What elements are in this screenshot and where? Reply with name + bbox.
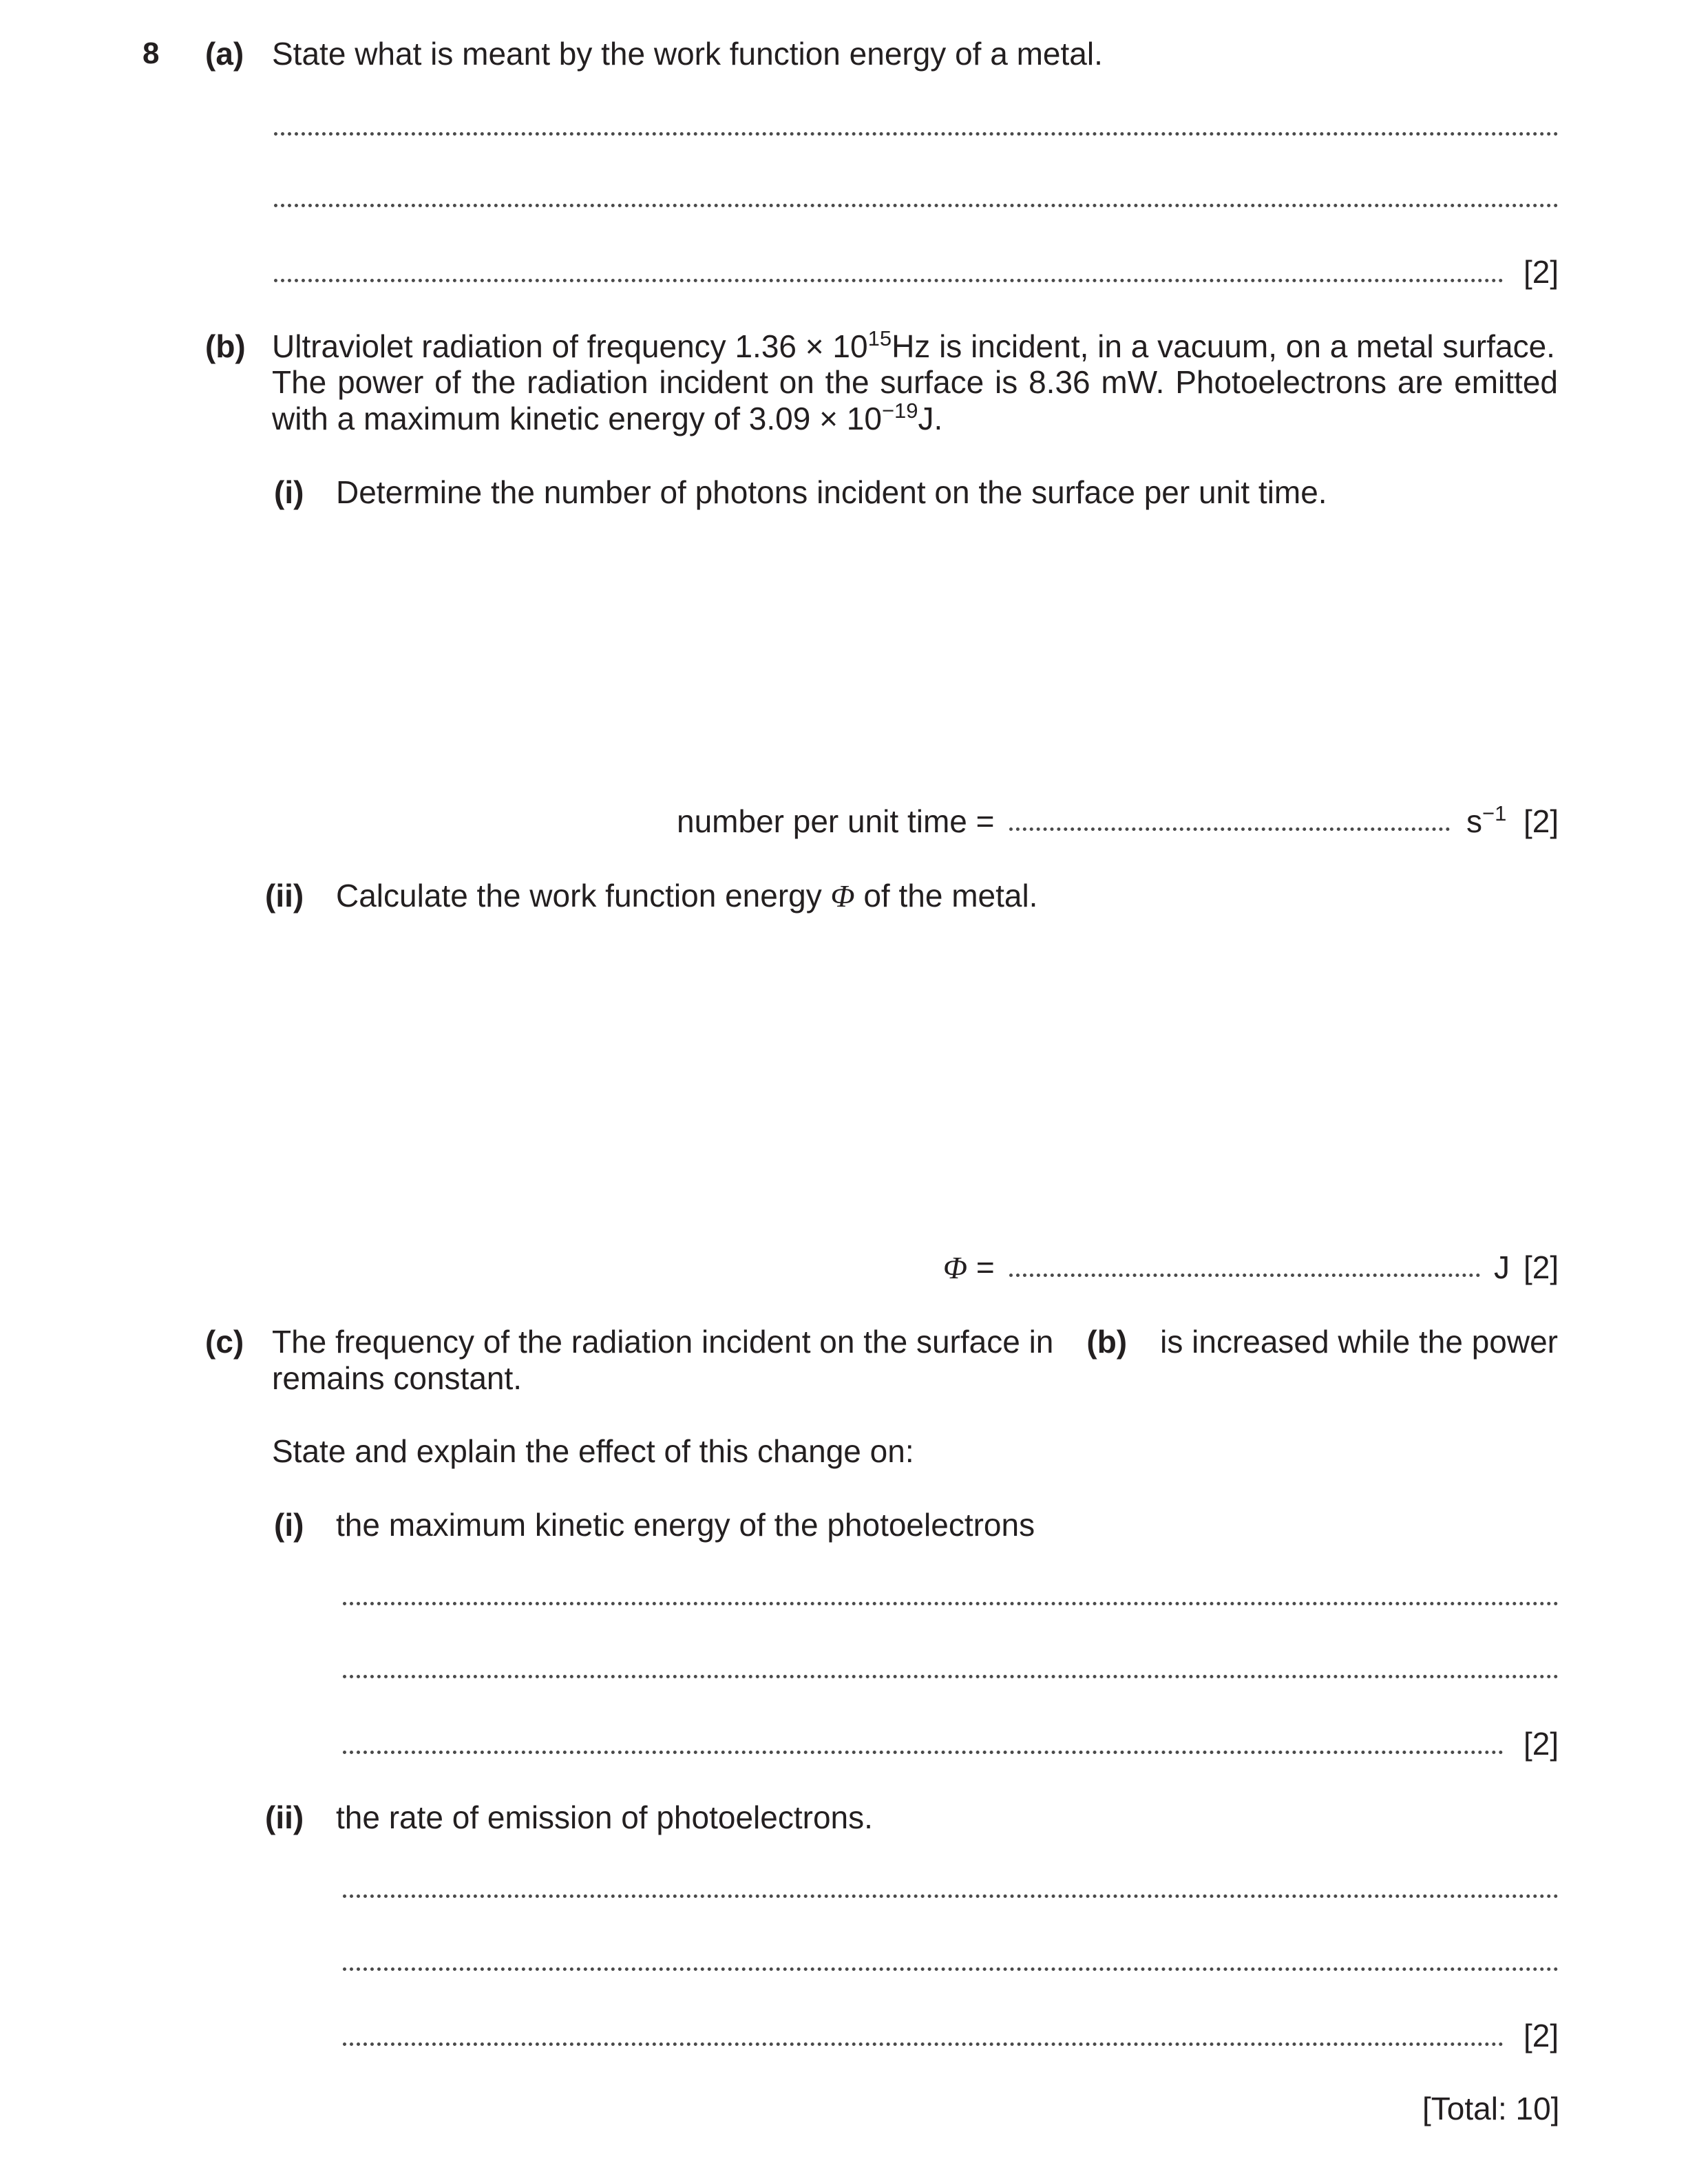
question-total-marks: [Total: 10] bbox=[1422, 2091, 1560, 2126]
part-c-i-marks: [2] bbox=[1524, 1726, 1559, 1762]
part-b-line-1-end: Hz is incident, in a vacuum, on a metal surface. bbox=[892, 328, 1555, 364]
part-c-line-1 bbox=[272, 1326, 1558, 1358]
part-b-line-3-start: with a maximum kinetic energy of 3.09 × 10 bbox=[272, 401, 882, 436]
part-a-marks: [2] bbox=[1524, 254, 1559, 290]
question-number: 8 bbox=[143, 36, 160, 70]
work-function-symbol: Φ bbox=[830, 878, 855, 913]
part-b-i-marks: [2] bbox=[1524, 803, 1559, 839]
part-c-i-question: the maximum kinetic energy of the photoelectrons bbox=[336, 1507, 1035, 1543]
part-a-question: State what is meant by the work function energy of a metal. bbox=[272, 36, 1103, 72]
answer-field-number-per-unit-time[interactable] bbox=[1009, 827, 1450, 831]
part-b-ii-marks: [2] bbox=[1524, 1249, 1559, 1285]
answer-line-c-i-2[interactable] bbox=[343, 1675, 1559, 1678]
part-b-i-question: Determine the number of photons incident on the surface per unit time. bbox=[336, 474, 1327, 510]
part-b-line-2: The power of the radiation incident on the surface is 8.36 mW. Photoelectrons are emitted bbox=[272, 364, 1558, 400]
part-b-line-1 bbox=[272, 326, 1555, 364]
answer-line-a-2[interactable] bbox=[274, 204, 1559, 207]
unit-per-second-base: s bbox=[1466, 803, 1482, 839]
unit-per-second bbox=[1466, 801, 1507, 839]
part-b-line-3 bbox=[272, 399, 943, 436]
part-a-label: (a) bbox=[205, 36, 244, 72]
answer-line-a-3[interactable] bbox=[274, 279, 1504, 282]
unit-joule: J bbox=[1494, 1249, 1510, 1285]
part-c-ii-marks: [2] bbox=[1524, 2018, 1559, 2053]
answer-line-c-i-3[interactable] bbox=[343, 1751, 1504, 1754]
answer-work-function-symbol: Φ bbox=[943, 1250, 968, 1285]
part-c-instruction: State and explain the effect of this change on: bbox=[272, 1433, 914, 1469]
part-c-line-2: remains constant. bbox=[272, 1360, 523, 1396]
part-b-i-label: (i) bbox=[274, 474, 304, 510]
part-b-line-1-start: Ultraviolet radiation of frequency 1.36 × 10 bbox=[272, 328, 868, 364]
part-b-ii-question bbox=[336, 880, 1037, 912]
answer-field-work-function[interactable] bbox=[1009, 1274, 1480, 1277]
answer-line-a-1[interactable] bbox=[274, 132, 1559, 136]
energy-exponent: −19 bbox=[881, 399, 918, 423]
answer-label-number-per-unit-time: number per unit time = bbox=[677, 803, 995, 839]
part-c-i-label: (i) bbox=[274, 1507, 304, 1543]
answer-line-c-i-1[interactable] bbox=[343, 1602, 1559, 1605]
part-c-ii-label: (ii) bbox=[265, 1799, 304, 1835]
part-c-label: (c) bbox=[205, 1324, 244, 1360]
part-c-line-1-end: is increased while the power bbox=[1160, 1324, 1558, 1360]
frequency-exponent: 15 bbox=[867, 326, 892, 350]
part-b-ii-label: (ii) bbox=[265, 878, 304, 913]
part-b-label: (b) bbox=[205, 328, 246, 364]
unit-per-second-exponent: −1 bbox=[1482, 801, 1507, 825]
answer-equals-sign: = bbox=[976, 1249, 995, 1285]
part-c-reference-b: (b) bbox=[1086, 1324, 1128, 1360]
answer-line-c-ii-2[interactable] bbox=[343, 1967, 1559, 1971]
answer-line-c-ii-1[interactable] bbox=[343, 1894, 1559, 1898]
part-c-ii-question: the rate of emission of photoelectrons. bbox=[336, 1799, 873, 1835]
part-c-line-1-start: The frequency of the radiation incident on the surface in bbox=[272, 1324, 1054, 1360]
part-b-line-3-end: J. bbox=[918, 401, 943, 436]
part-b-ii-question-start: Calculate the work function energy bbox=[336, 878, 822, 913]
part-b-ii-question-end: of the metal. bbox=[863, 878, 1038, 913]
answer-label-work-function bbox=[943, 1249, 995, 1285]
answer-line-c-ii-3[interactable] bbox=[343, 2042, 1504, 2046]
